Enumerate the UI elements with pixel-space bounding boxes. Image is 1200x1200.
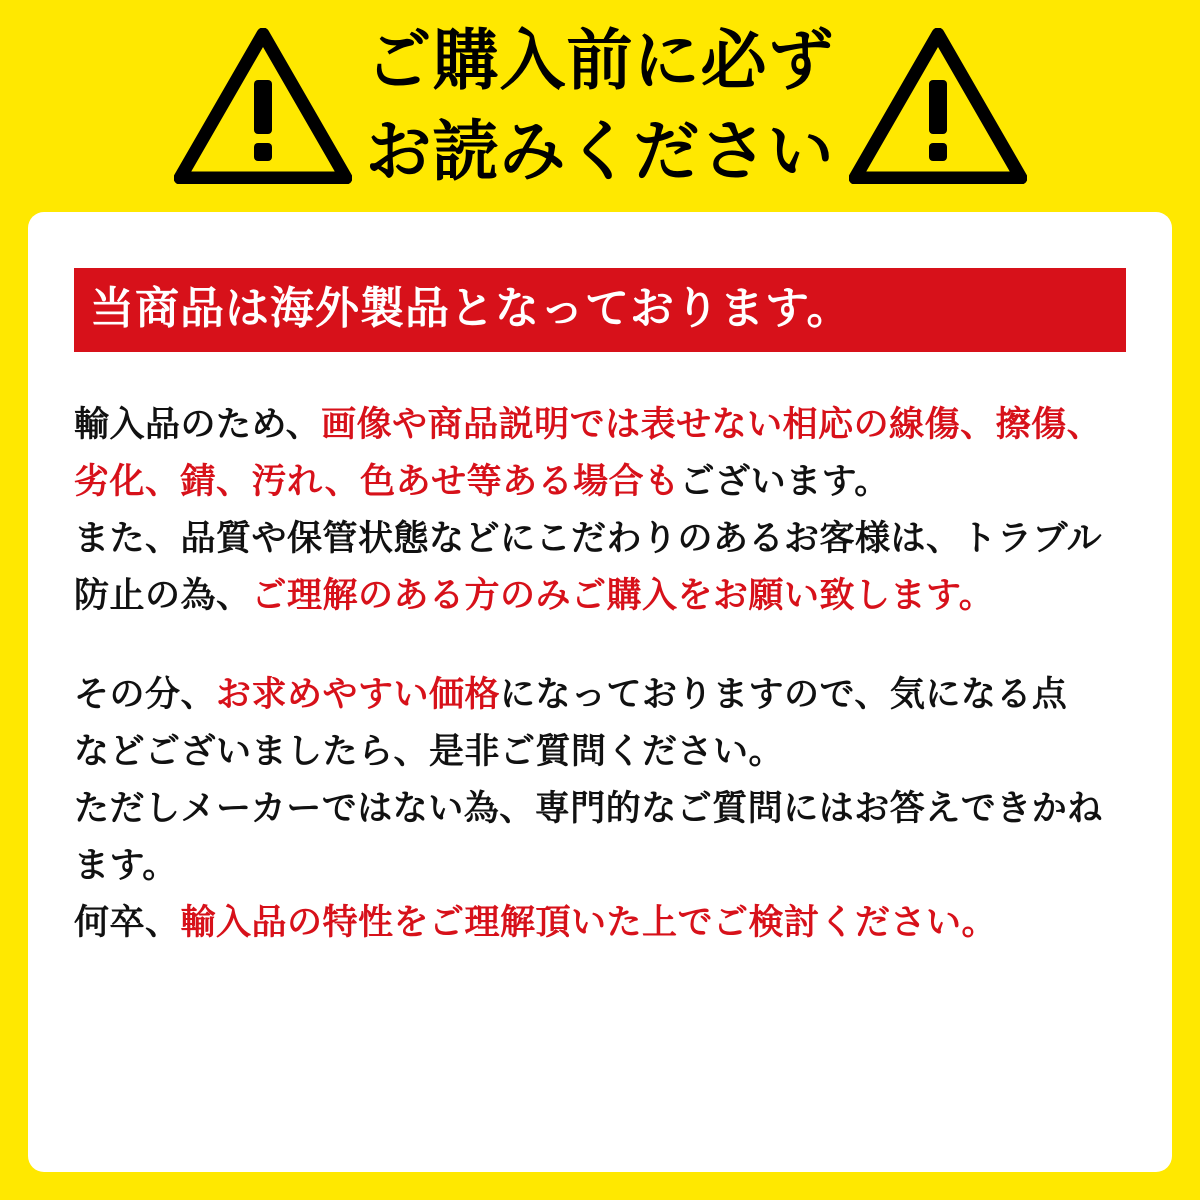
banner-overseas-product: 当商品は海外製品となっております。	[74, 268, 1126, 352]
warning-triangle-icon	[849, 28, 1027, 184]
body-text: ます。	[74, 846, 178, 886]
page-title-line-1: ご購入前に必ず	[365, 22, 835, 97]
notice-line	[74, 894, 1126, 951]
body-text: 防止の為、	[74, 576, 252, 616]
highlight-text: 劣化、錆、汚れ、色あせ等ある場合も	[74, 462, 680, 502]
body-text: などございましたら、是非ご質問ください。	[74, 732, 785, 772]
notice-line	[74, 837, 1126, 894]
highlight-text: ご理解のある方のみご購入をお願い致します。	[251, 576, 995, 616]
header	[0, 8, 1200, 204]
notice-line	[74, 567, 1126, 624]
notice-line	[74, 510, 1126, 567]
notice-line	[74, 453, 1126, 510]
body-text: 何卒、	[74, 903, 181, 943]
highlight-text: 輸入品の特性をご理解頂いた上でご検討ください。	[180, 903, 998, 943]
highlight-text: 画像や商品説明では表せない相応の線傷、擦傷、	[321, 405, 1103, 444]
notice-line	[74, 780, 1126, 837]
paragraph-2	[74, 666, 1126, 951]
page-title	[352, 15, 849, 197]
warning-triangle-icon	[174, 28, 352, 184]
body-text: また、品質や保管状態などにこだわりのあるお客様は、トラブル	[74, 519, 1103, 559]
notice-line	[74, 666, 1126, 723]
body-text: その分、	[74, 675, 217, 715]
body-text: ただしメーカーではない為、専門的なご質問にはお答えできかね	[74, 789, 1103, 829]
paragraph-1	[74, 396, 1126, 624]
paragraph-spacer	[74, 624, 1126, 666]
highlight-text: お求めやすい価格	[216, 675, 501, 715]
page-title-line-2: お読みください	[365, 114, 835, 188]
body-text: 輸入品のため、	[74, 405, 322, 444]
body-text: になっておりますので、気になる点	[500, 675, 1068, 715]
notice-card	[28, 212, 1172, 1172]
notice-line	[74, 396, 1126, 453]
notice-body	[74, 396, 1126, 951]
body-text: ございます。	[679, 462, 890, 502]
notice-line	[74, 723, 1126, 780]
